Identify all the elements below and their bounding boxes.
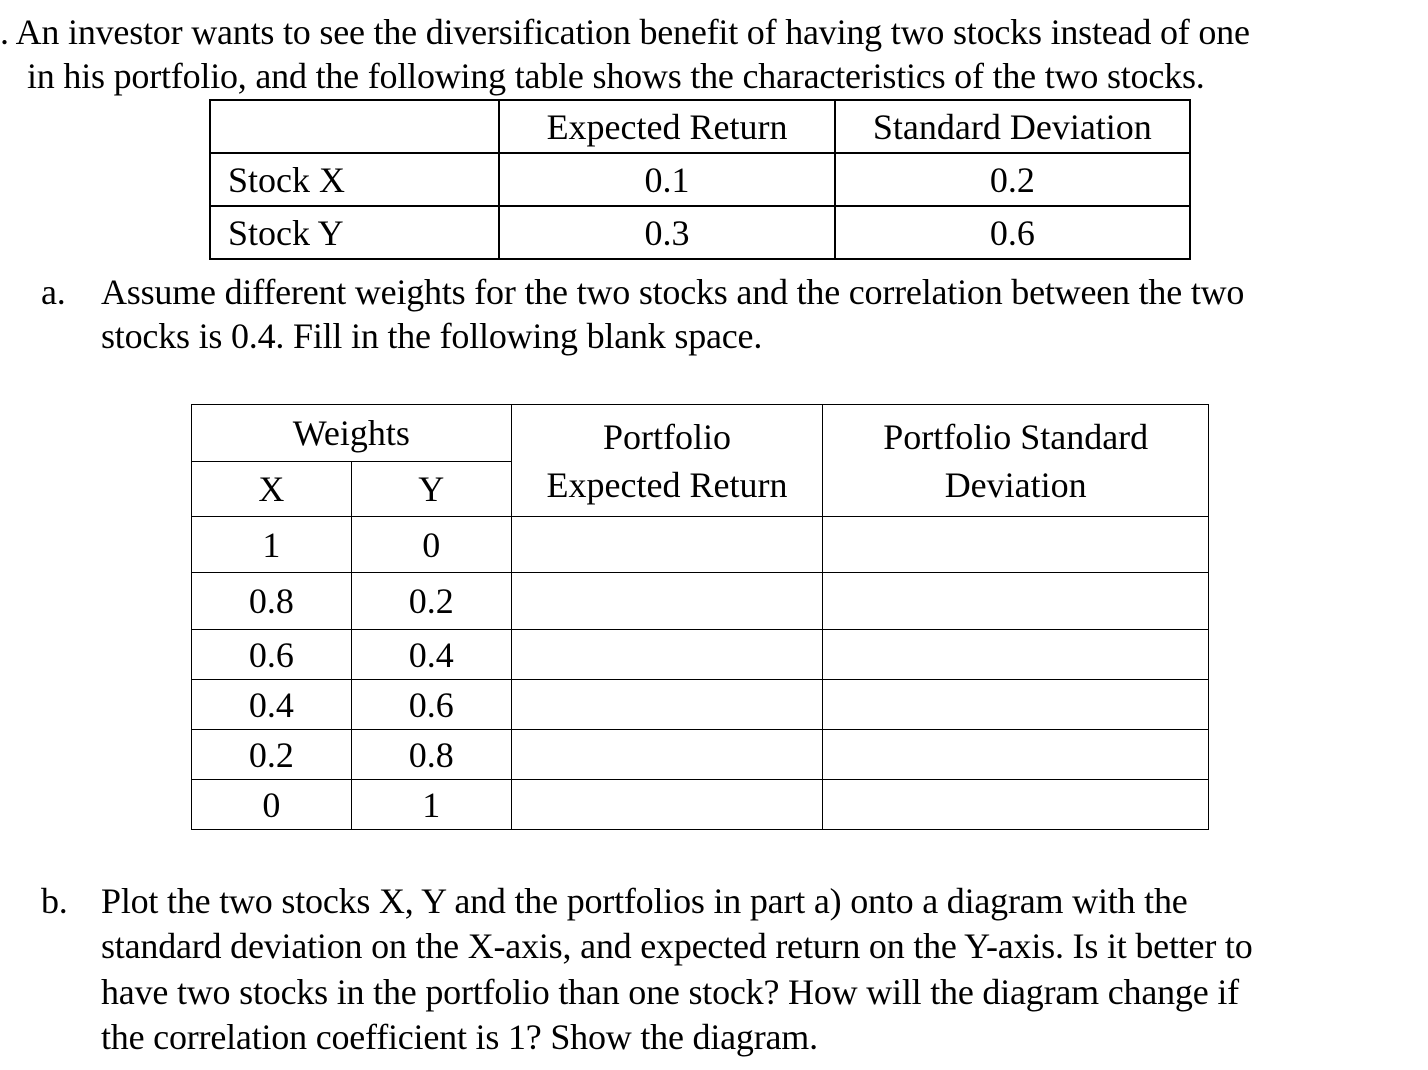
portfolio-return-blank[interactable] [511, 517, 823, 573]
portfolio-return-blank[interactable] [511, 780, 823, 830]
stock-std-dev: 0.6 [835, 206, 1190, 259]
weight-x-value: 0 [192, 780, 352, 830]
weight-y-value: 0 [351, 517, 511, 573]
part-a-line-2: stocks is 0.4. Fill in the following blank space. [101, 316, 763, 356]
weights-table-row [192, 630, 1209, 680]
stocks-table-row [210, 206, 1190, 259]
portfolio-return-blank[interactable] [511, 573, 823, 630]
weight-y-value: 1 [351, 780, 511, 830]
portfolio-return-blank[interactable] [511, 730, 823, 780]
part-b-line-3: have two stocks in the portfolio than one stock? How will the diagram change if [101, 972, 1239, 1012]
portfolio-sd-blank[interactable] [823, 730, 1209, 780]
weights-table-row [192, 780, 1209, 830]
portfolio-sd-header [823, 405, 1209, 517]
portfolio-sd-header-line-1: Portfolio Standard [883, 416, 1149, 457]
portfolio-return-header-line-1: Portfolio [603, 416, 732, 457]
stocks-table-header-row [210, 100, 1190, 153]
weights-table-row [192, 573, 1209, 630]
stocks-characteristics-table [209, 99, 1191, 260]
weight-x-value: 0.2 [192, 730, 352, 780]
portfolio-return-blank[interactable] [511, 630, 823, 680]
weights-table-header-row-1 [192, 405, 1209, 462]
stock-expected-return: 0.3 [499, 206, 834, 259]
stock-expected-return: 0.1 [499, 153, 834, 206]
weight-y-value: 0.8 [351, 730, 511, 780]
part-a-marker: a. [41, 272, 66, 312]
weights-table-row [192, 680, 1209, 730]
part-b-line-1: Plot the two stocks X, Y and the portfolios in part a) onto a diagram with the [101, 881, 1188, 921]
weight-x-value: 0.8 [192, 573, 352, 630]
portfolio-sd-blank[interactable] [823, 630, 1209, 680]
stocks-table-header-std-dev: Standard Deviation [835, 100, 1190, 153]
part-b-marker: b. [41, 881, 68, 921]
portfolio-return-header-line-2: Expected Return [546, 464, 788, 505]
stock-name: Stock Y [210, 206, 499, 259]
portfolio-return-blank[interactable] [511, 680, 823, 730]
stocks-table-header-blank [210, 100, 499, 153]
part-b-line-4: the correlation coefficient is 1? Show the diagram. [101, 1017, 818, 1057]
stocks-table-header-expected-return: Expected Return [499, 100, 834, 153]
portfolio-sd-blank[interactable] [823, 573, 1209, 630]
portfolio-return-header [511, 405, 823, 517]
weight-y-value: 0.2 [351, 573, 511, 630]
stock-std-dev: 0.2 [835, 153, 1190, 206]
part-b-line-2: standard deviation on the X-axis, and expected return on the Y-axis. Is it better to [101, 926, 1253, 966]
weight-y-value: 0.4 [351, 630, 511, 680]
portfolio-sd-blank[interactable] [823, 517, 1209, 573]
weight-x-value: 0.4 [192, 680, 352, 730]
portfolio-sd-blank[interactable] [823, 780, 1209, 830]
portfolio-sd-blank[interactable] [823, 680, 1209, 730]
weight-y-header: Y [351, 462, 511, 517]
question-intro-line-1: . An investor wants to see the diversification benefit of having two stocks instead of one [0, 12, 1250, 52]
stock-name: Stock X [210, 153, 499, 206]
weights-table-row [192, 517, 1209, 573]
portfolio-sd-header-line-2: Deviation [944, 464, 1087, 505]
part-a-line-1: Assume different weights for the two stocks and the correlation between the two [101, 272, 1245, 312]
stocks-table-row [210, 153, 1190, 206]
question-intro-line-2: in his portfolio, and the following table shows the characteristics of the two stocks. [27, 56, 1205, 96]
weights-table-row [192, 730, 1209, 780]
weights-header: Weights [192, 405, 512, 462]
weight-x-value: 0.6 [192, 630, 352, 680]
weight-x-value: 1 [192, 517, 352, 573]
weight-x-header: X [192, 462, 352, 517]
weight-y-value: 0.6 [351, 680, 511, 730]
weights-table [191, 404, 1209, 830]
